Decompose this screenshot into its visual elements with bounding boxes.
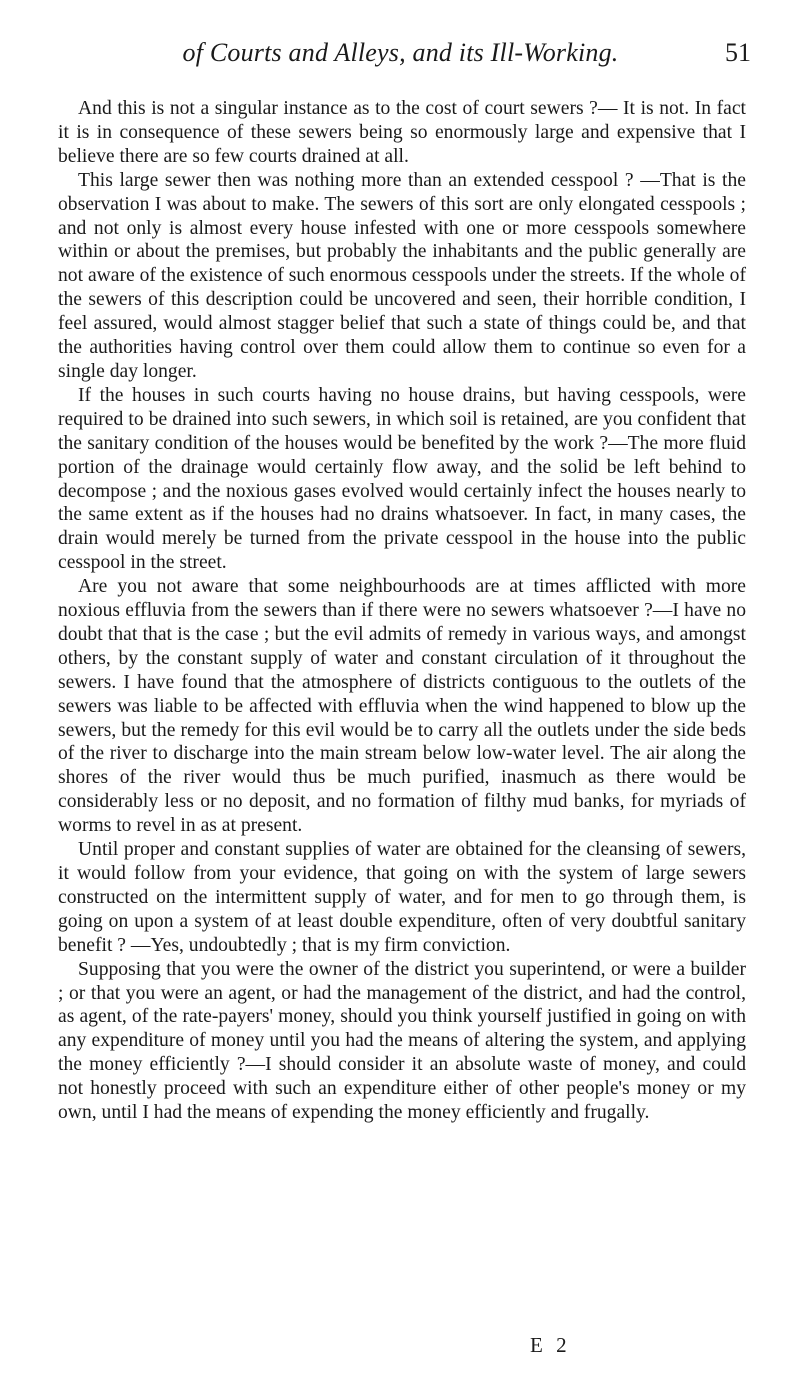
paragraph: Until proper and constant supplies of water are obtained for the cleansing of sewers, it would follow from your evidence, that going on with the system of large sewers constructed on the intermittent supply of water, and for men to go through them, is going on upon a system of at least double expenditure, often of very doubtful sanitary benefit ? —Yes, undoubtedly ; that is my firm conviction. — [58, 839, 746, 956]
paragraph: And this is not a singular instance as to the cost of court sewers ?— It is not. In fact it is in consequence of these sewers being so enormously large and expensive that I believe there are so few courts drained at all. — [58, 98, 746, 167]
running-head — [0, 38, 801, 78]
body-text — [58, 97, 746, 1125]
paragraph: If the houses in such courts having no house drains, but having cesspools, were required to be drained into such sewers, in which soil is retained, are you confident that the sanitary condition of the houses would be benefited by the work ?—The more fluid portion of the drainage would certainly flow away, and the solid be left behind to decompose ; and the noxious gases evolved would certainly infect the houses nearly to the same extent as if the houses had no drains whatsoever. In fact, in many cases, the drain would merely be turned from the private cesspool in the house into the public cesspool in the street. — [58, 384, 746, 574]
page-number: 51 — [725, 38, 751, 67]
paragraph: Are you not aware that some neighbourhoods are at times afflicted with more noxious effluvia from the sewers than if there were no sewers whatsoever ?—I have no doubt that that is the case ; but the evil admits of remedy in various ways, and amongst others, by the constant supply of water and constant circulation of it throughout the sewers. I have found that the atmosphere of districts contiguous to the outlets of the sewers was liable to be affected with effluvia when the wind happened to blow up the sewers, but the remedy for this evil would be to carry all the outlets under the side beds of the river to discharge into the main stream below low-water level. The air along the shores of the river would thus be much purified, inasmuch as there would be considerably less or no deposit, and no formation of filthy mud banks, for myriads of worms to revel in as at present. — [58, 576, 746, 837]
paragraph: Supposing that you were the owner of the district you superintend, or were a builder ; or that you were an agent, or had the management of the district, and had the control, as agent, of the rate-payers' money, should you think yourself justified in going on with any expenditure of money until you had the means of altering the system, and applying the money efficiently ?—I should consider it an absolute waste of money, and could not honestly proceed with such an expenditure either of other people's money or my own, until I had the means of expending the money efficiently and frugally. — [58, 958, 746, 1124]
signature-mark: E 2 — [530, 1333, 571, 1357]
paragraph: This large sewer then was nothing more than an extended cesspool ? —That is the observation I was about to make. The sewers of this sort are only elongated cesspools ; and not only is almost every house infested with one or more cesspools somewhere within or about the premises, but probably the inhabitants and the public generally are not aware of the existence of such enormous cesspools under the streets. If the whole of the sewers of this description could be uncovered and seen, their horrible condition, I feel assured, would almost stagger belief that such a state of things could be, and that the authorities having control over them could allow them to continue so even for a single day longer. — [58, 169, 746, 382]
running-title: of Courts and Alleys, and its Ill-Working. — [182, 38, 619, 67]
